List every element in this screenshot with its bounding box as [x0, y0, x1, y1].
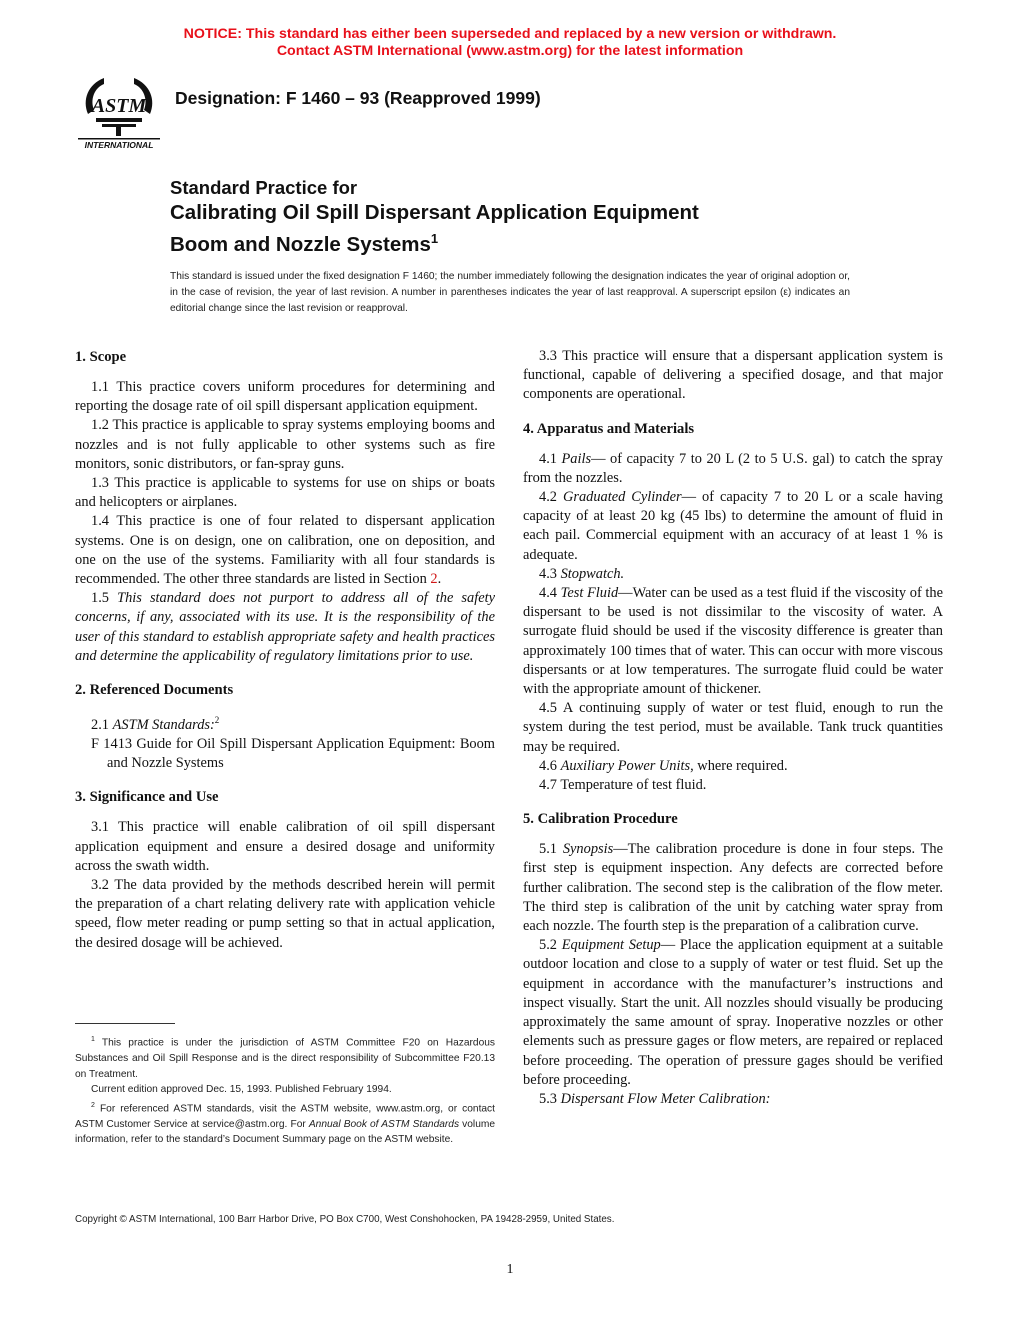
para-2-1-num: 2.1: [91, 716, 113, 733]
para-1-5-num: 1.5: [91, 590, 118, 607]
para-4-1-term: Pails: [561, 450, 592, 467]
para-2-1: [75, 711, 495, 735]
copyright: Copyright © ASTM International, 100 Barr Harbor Drive, PO Box C700, West Conshohocken, PA 19428-2959, United States.: [75, 1214, 615, 1225]
para-4-4: [523, 584, 943, 699]
para-5-1-text: —The calibration procedure is done in four steps. The first step is equipment inspection. Any defects are corrected before further calibration. The second step is the calibration of the flow meter. The third step is calibration of the unit by catching water spray from each nozzle. The fourth step is the preparation of a calibration curve.: [523, 841, 943, 935]
para-5-3: [523, 1090, 943, 1109]
para-1-1: 1.1 This practice covers uniform procedures for determining and reporting the dosage rate of oil spill dispersant application equipment.: [75, 379, 495, 415]
para-4-6-text: , where required.: [690, 757, 788, 774]
para-4-2-term: Graduated Cylinder: [562, 489, 682, 506]
page-number: 1: [506, 1262, 514, 1277]
logo-text: ASTM: [91, 95, 147, 117]
para-5-1-term: Synopsis: [562, 841, 614, 858]
para-4-7: 4.7 Temperature of test fluid.: [539, 777, 707, 794]
para-5-2: [523, 936, 943, 1090]
para-1-2: 1.2 This practice is applicable to spray systems employing booms and nozzles and is not fully applicable to other systems such as fire monitors, sonic distributors, or fan-spray guns.: [75, 417, 495, 472]
title-line-3-text: Boom and Nozzle Systems: [170, 232, 431, 256]
para-1-4-text: 1.4 This practice is one of four related to dispersant application systems. One is on design, one on calibration, one on deposition, and one on the use of the systems. Familiarity with all four standards is recommended. The other three standards are listed in Section: [75, 513, 495, 588]
title-footnote-mark: 1: [430, 231, 439, 246]
right-column: [523, 347, 943, 1109]
para-4-3-term: Stopwatch.: [560, 565, 625, 582]
footnote-2-mark: 2: [214, 715, 220, 726]
para-5-2-text: — Place the application equipment at a suitable outdoor location and close to a supply of water or test fluid. Set up the equipment in accordance with the manufacturer’s instructions and inspect visually. Start the unit. All nozzles should visually be producing approximately the same amount of spray. Inoperative nozzles or other elements such as pressure gages or flow meters, are repaired or replaced before proceeding. The operation of pressure gages should be verified before proceeding.: [523, 937, 943, 1088]
footnote-2-italic: Annual Book of ASTM Standards: [308, 1118, 460, 1130]
footnote-1-text: This practice is under the jurisdiction of ASTM Committee F20 on Hazardous Substances and Oil Spill Response and is the direct responsibility of Subcommittee F20.13 on Treatment.: [75, 1037, 495, 1080]
para-4-4-num: 4.4: [539, 585, 561, 602]
para-4-3-num: 4.3: [539, 565, 561, 582]
para-4-2-text: — of capacity 7 to 20 L or a scale having capacity of at least 20 kg (45 lbs) to determine the amount of fluid in each pail. Commercial equipment with an accuracy of at least 1 % is adequate.: [523, 489, 943, 563]
astm-logo-icon: [74, 74, 164, 152]
para-5-1: [523, 840, 943, 936]
para-1-3: 1.3 This practice is applicable to systems for use on ships or boats and helicopters or airplanes.: [75, 475, 495, 511]
footnote-1-mark: 1: [91, 1036, 95, 1043]
para-4-6-term: Auxiliary Power Units: [560, 757, 691, 774]
para-5-2-term: Equipment Setup: [561, 937, 661, 954]
section-4-heading: 4. Apparatus and Materials: [523, 420, 695, 437]
title-line-2: Calibrating Oil Spill Dispersant Application Equipment: [170, 201, 699, 224]
footnote-2-text-a: For referenced ASTM standards, visit the ASTM website, www.astm.org, or contact ASTM Customer Service at service@astm.org. For: [75, 1103, 495, 1130]
para-4-1-text: — of capacity 7 to 20 L (2 to 5 U.S. gal) to catch the spray from the nozzles.: [523, 450, 943, 486]
para-4-4-text: —Water can be used as a test fluid if the viscosity of the dispersant to be used is not dissimilar to the viscosity of water. A surrogate fluid should be used if the viscosity difference is greater than approximately 100 times that of water. This can occur with more viscous dispersants or at low temperatures. The surrogate fluid could be water with the appropriate amount of thickener.: [523, 585, 944, 698]
notice-banner: [0, 26, 1020, 60]
section-1-heading: 1. Scope: [75, 349, 127, 365]
title-line-1: Standard Practice for: [170, 177, 358, 198]
footnote-2-marker: 2: [91, 1101, 95, 1109]
para-1-4: [75, 512, 495, 589]
logo-subtext: INTERNATIONAL: [84, 140, 154, 150]
issued-notice: This standard is issued under the fixed designation F 1460; the number immediately following the designation indicates the year of original adoption or, in the case of revision, the year of last revision. A number in parentheses indicates the year of last reapproval. A superscript epsilon (ε) indicates an editorial change since the last revision or reapproval.: [170, 271, 850, 314]
footnotes: [75, 1032, 495, 1148]
footnote-1b: Current edition approved Dec. 15, 1993. Published February 1994.: [91, 1084, 392, 1096]
footnote-2: [75, 1098, 495, 1148]
section-2-heading: 2. Referenced Documents: [75, 682, 234, 699]
ref-f1413: F 1413 Guide for Oil Spill Dispersant Application Equipment: Boom and Nozzle Systems: [91, 736, 495, 772]
para-4-2-num: 4.2: [539, 489, 563, 506]
para-4-3: [523, 565, 943, 584]
para-5-1-num: 5.1: [539, 841, 563, 858]
section-2-link[interactable]: 2: [430, 571, 438, 588]
para-1-5-text: This standard does not purport to address all of the safety concerns, if any, associated with its use. It is the responsibility of the user of this standard to establish appropriate safety and health practices and determine the applicability of regulatory limitations prior to use.: [75, 590, 495, 664]
footnote-divider: [75, 1023, 175, 1024]
footnote-2-text-b: volume information, refer to the standard’s Document Summary page on the ASTM website.: [75, 1118, 496, 1146]
footnote-1: [75, 1032, 495, 1082]
notice-line-1: NOTICE: This standard has either been superseded and replaced by a new version or withdrawn.: [183, 26, 837, 42]
designation: Designation: F 1460 – 93 (Reapproved 1999): [175, 88, 541, 108]
para-5-3-term: Dispersant Flow Meter Calibration:: [560, 1090, 771, 1107]
para-1-5: [75, 589, 495, 666]
title-line-3: [170, 226, 699, 258]
para-4-4-term: Test Fluid: [560, 585, 619, 602]
section-3-heading: 3. Significance and Use: [75, 789, 219, 806]
para-4-6: [523, 757, 943, 776]
para-5-3-num: 5.3: [539, 1090, 561, 1107]
para-3-1: 3.1 This practice will enable calibration of oil spill dispersant application equipment and ensure a desired dosage and uniformity across the swath width.: [75, 819, 495, 874]
para-4-5: 4.5 A continuing supply of water or test fluid, enough to run the system during the test period, must be available. Tank truck quantities may be required.: [523, 700, 943, 755]
title-block: [170, 176, 699, 258]
para-2-1-text: ASTM Standards:: [112, 716, 215, 733]
left-column: [75, 347, 495, 953]
para-5-2-num: 5.2: [539, 937, 562, 954]
para-4-1-num: 4.1: [539, 450, 562, 467]
para-4-2: [523, 488, 943, 565]
para-3-3: 3.3 This practice will ensure that a dispersant application system is functional, capable of delivering a specified dosage, and that major components are operational.: [523, 348, 943, 403]
para-4-6-num: 4.6: [539, 757, 561, 774]
para-4-1: [523, 450, 943, 488]
para-3-2: 3.2 The data provided by the methods described herein will permit the preparation of a chart relating delivery rate with application vehicle speed, flow meter reading or pump setting so that in actual application, the desired dosage will be achieved.: [75, 877, 495, 951]
section-5-heading: 5. Calibration Procedure: [523, 811, 678, 828]
para-1-4-end: .: [437, 571, 442, 588]
notice-line-2: Contact ASTM International (www.astm.org) for the latest information: [276, 43, 744, 59]
